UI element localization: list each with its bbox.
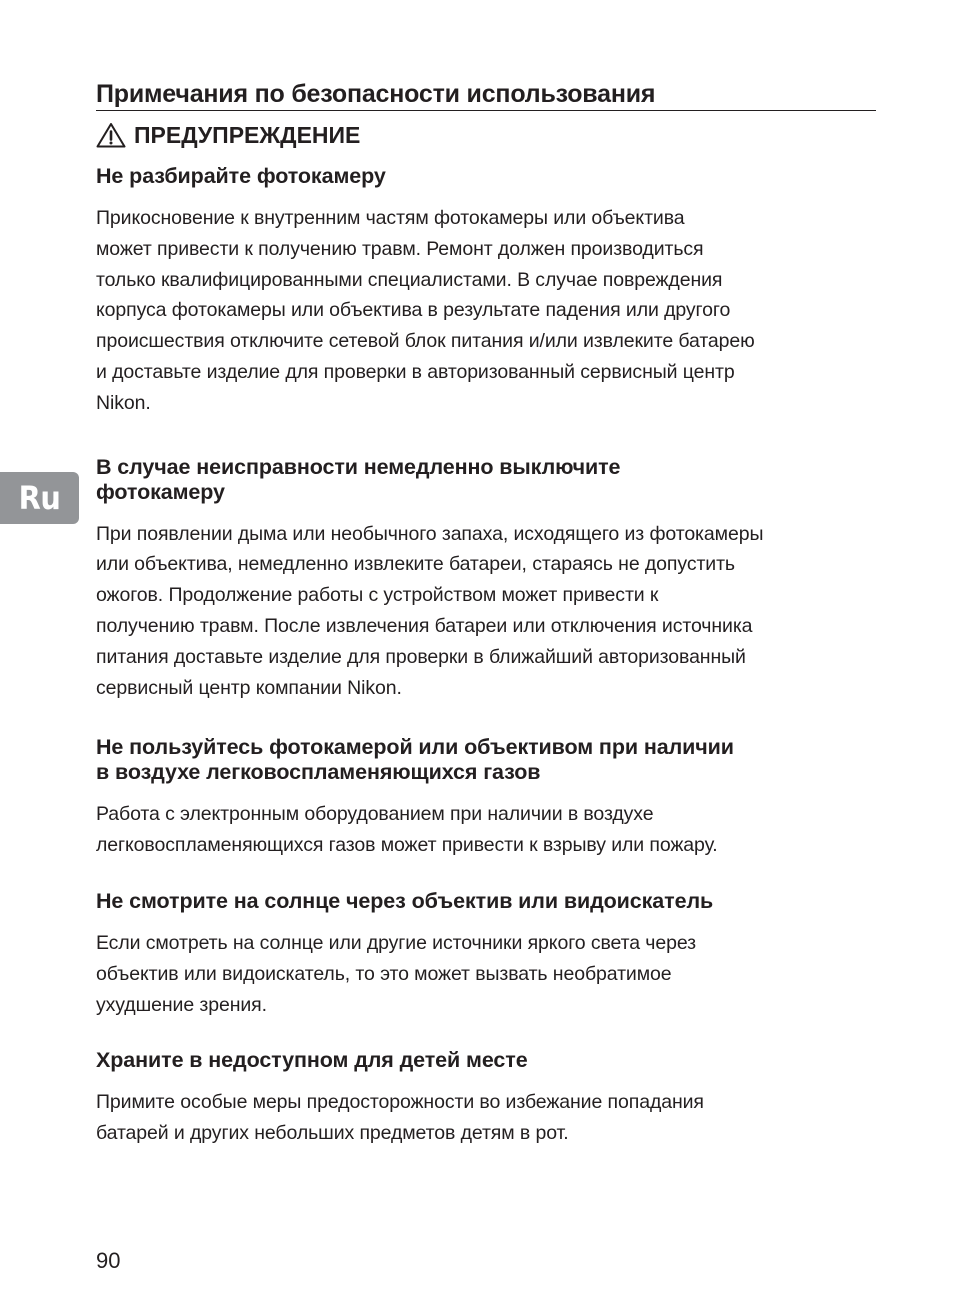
page-title: Примечания по безопасности использования xyxy=(96,80,656,108)
section-heading: Храните в недоступном для детей месте xyxy=(96,1048,528,1073)
section-flammable-gas xyxy=(96,735,882,861)
warning-heading xyxy=(96,118,360,152)
section-turn-off-on-malfunction xyxy=(96,455,882,704)
heading-line: В случае неисправности немедленно выключите xyxy=(96,454,621,479)
language-tab: Ru xyxy=(0,472,79,524)
body-line: При появлении дыма или необычного запаха, исходящего из фотокамеры xyxy=(96,522,764,545)
body-line: Примите особые меры предосторожности во избежание попадания xyxy=(96,1091,704,1114)
section-keep-from-children xyxy=(96,1048,882,1149)
section-do-not-look-at-sun xyxy=(96,889,882,1020)
section-body xyxy=(96,203,882,419)
warning-triangle-icon xyxy=(96,122,126,148)
body-line: и доставьте изделие для проверки в авторизованный сервисный центр xyxy=(96,360,735,383)
heading-line: в воздухе легковоспламеняющихся газов xyxy=(96,760,541,785)
section-body xyxy=(96,799,882,861)
warnings-list xyxy=(96,164,882,1149)
body-line: Прикосновение к внутренним частям фотокамеры или объектива xyxy=(96,207,685,229)
body-line: питания доставьте изделие для проверки в ближайший авторизованный xyxy=(96,645,746,668)
body-line: получению травм. После извлечения батареи или отключения источника xyxy=(96,614,753,637)
section-heading xyxy=(96,735,882,785)
warning-label: ПРЕДУПРЕЖДЕНИЕ xyxy=(134,122,361,148)
section-heading: Не разбирайте фотокамеру xyxy=(96,164,386,188)
title-divider xyxy=(96,110,876,111)
section-body xyxy=(96,1087,882,1149)
body-line: сервисный центр компании Nikon. xyxy=(96,676,402,699)
body-line: батарей и других небольших предметов детям в рот. xyxy=(96,1122,569,1145)
body-line: только квалифицированными специалистами. В случае повреждения xyxy=(96,268,723,291)
body-line: объектив или видоискатель, то это может вызвать необратимое xyxy=(96,962,672,985)
page-number: 90 xyxy=(96,1248,121,1273)
body-line: корпуса фотокамеры или объектива в результате падения или другого xyxy=(96,299,731,322)
body-line: может привести к получению травм. Ремонт должен производиться xyxy=(96,237,704,260)
heading-line: фотокамеру xyxy=(96,479,225,504)
body-line: ухудшение зрения. xyxy=(96,993,267,1016)
body-line: ожогов. Продолжение работы с устройством может привести к xyxy=(96,584,659,607)
section-do-not-disassemble xyxy=(96,164,882,419)
section-heading: Не смотрите на солнце через объектив или видоискатель xyxy=(96,888,714,913)
body-line: происшествия отключите сетевой блок питания и/или извлеките батарею xyxy=(96,330,755,353)
section-body xyxy=(96,519,882,704)
heading-line: Не пользуйтесь фотокамерой или объективом при наличии xyxy=(96,735,734,760)
body-line: Если смотреть на солнце или другие источники яркого света через xyxy=(96,931,697,954)
body-line: Nikon. xyxy=(96,391,151,414)
section-heading xyxy=(96,455,882,505)
body-line: легковоспламеняющихся газов может привести к взрыву или пожару. xyxy=(96,834,718,857)
body-line: или объектива, немедленно извлеките батареи, стараясь не допустить xyxy=(96,553,735,576)
section-body xyxy=(96,928,882,1020)
body-line: Работа с электронным оборудованием при наличии в воздухе xyxy=(96,803,654,826)
